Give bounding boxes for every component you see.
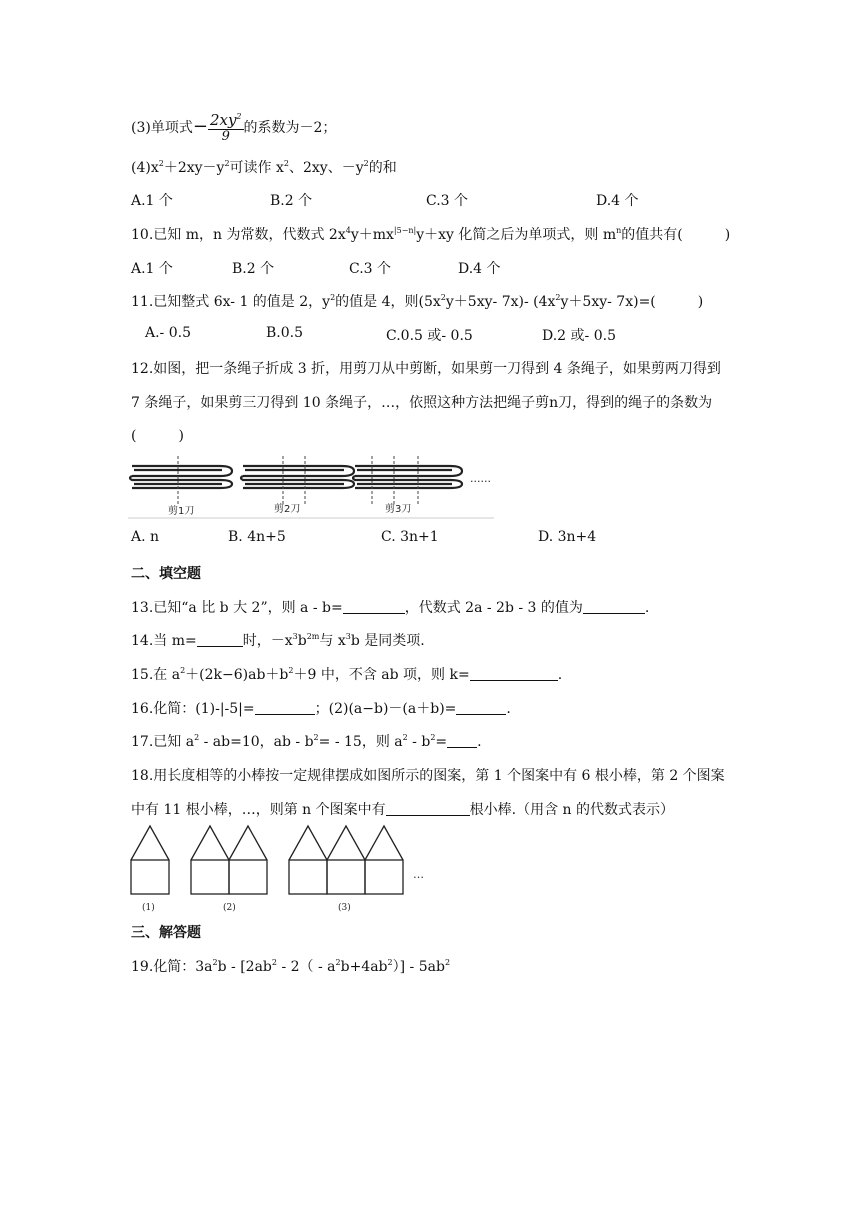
item-4-text: 、2xy、－y bbox=[289, 160, 364, 176]
q18-line-2 bbox=[131, 799, 674, 819]
option-c: C.3 个 bbox=[349, 261, 392, 277]
option-a: A.1 个 bbox=[131, 261, 173, 277]
q17-text: = - 15，则 a bbox=[318, 734, 403, 750]
exp: 3 bbox=[345, 632, 351, 641]
answer-blank[interactable] bbox=[583, 599, 645, 614]
fig-label-3: 剪3刀 bbox=[385, 504, 412, 515]
answer-blank[interactable] bbox=[456, 700, 506, 715]
exp: 2 bbox=[402, 733, 408, 742]
q15-text: ＋9 中，不含 ab 项，则 k= bbox=[293, 667, 470, 683]
question-16 bbox=[131, 698, 511, 718]
exp: 2 bbox=[180, 666, 186, 675]
exp: 4 bbox=[345, 226, 351, 235]
q19-text: ）] - 5ab bbox=[392, 959, 445, 975]
item-4-text: 可读作 x bbox=[229, 160, 284, 176]
exp: 2 bbox=[313, 733, 319, 742]
option-b: B.2 个 bbox=[232, 261, 275, 277]
q13-text: . bbox=[644, 600, 650, 616]
item-4-text: 的和 bbox=[368, 160, 397, 176]
exp: 2 bbox=[224, 159, 230, 168]
q12-line-3: ( ) bbox=[131, 428, 184, 444]
q11-text: y＋5xy- 7x)=( ) bbox=[560, 294, 704, 310]
option-d: D. 3n+4 bbox=[538, 529, 597, 545]
item-4-line bbox=[131, 157, 397, 177]
exp: 2 bbox=[444, 958, 451, 967]
option-d: D.4 个 bbox=[458, 261, 501, 277]
exp: 2 bbox=[440, 293, 446, 302]
item-4-text: ＋2xy－y bbox=[163, 160, 225, 176]
q14-text: b bbox=[297, 633, 307, 649]
q15-text: 15.在 a bbox=[131, 667, 181, 683]
rope-2 bbox=[241, 466, 354, 488]
question-15 bbox=[131, 664, 562, 684]
q18-text: 中有 11 根小棒，…，则第 n 个图案中有 bbox=[131, 802, 386, 818]
q11-text: 的值是 4，则(5x bbox=[335, 294, 441, 310]
q17-text: - ab=10，ab - b bbox=[199, 734, 314, 750]
exp: 2 bbox=[363, 159, 369, 168]
item-3-text-a: (3)单项式 bbox=[131, 119, 193, 136]
fig-label-1: 剪1刀 bbox=[168, 506, 195, 517]
exp: 2 bbox=[335, 958, 341, 967]
option-d: D.4 个 bbox=[596, 193, 639, 209]
exp: 2 bbox=[330, 293, 336, 302]
rope-cutting-figure bbox=[128, 452, 496, 522]
q16-text: ；(2)(a−b)－(a＋b)= bbox=[314, 701, 457, 717]
exp: 2m bbox=[306, 632, 320, 641]
q16-text: . bbox=[506, 701, 511, 717]
q15-text: . bbox=[557, 667, 563, 683]
option-c: C.3 个 bbox=[426, 193, 469, 209]
exp: 2 bbox=[158, 159, 164, 168]
fig-label-1: (1) bbox=[142, 903, 155, 913]
answer-blank[interactable] bbox=[470, 666, 558, 681]
exp: 2 bbox=[430, 733, 436, 742]
exp: 2 bbox=[271, 958, 277, 967]
fig-label-3: (3) bbox=[338, 903, 351, 913]
answer-blank[interactable] bbox=[386, 801, 470, 816]
q14-text: 与 x bbox=[319, 633, 346, 649]
exp: 2 bbox=[194, 733, 200, 742]
rope-1 bbox=[130, 466, 232, 488]
rope-3 bbox=[353, 466, 462, 488]
item-4-text: (4)x bbox=[131, 160, 159, 176]
fig-label-2: 剪2刀 bbox=[274, 504, 301, 515]
q10-text: 10.已知 m，n 为常数，代数式 2x bbox=[131, 227, 346, 243]
option-d: D.2 或- 0.5 bbox=[542, 328, 616, 344]
q18-text: 根小棒.（用含 n 的代数式表示） bbox=[469, 802, 675, 818]
q17-text: 17.已知 a bbox=[131, 734, 195, 750]
fraction-numerator: 2xy bbox=[209, 111, 237, 129]
q19-text: 19.化简：3a bbox=[131, 959, 213, 975]
section-3-heading: 三、解答题 bbox=[131, 925, 201, 941]
q10-text: y＋xy 化简之后为单项式，则 m bbox=[416, 227, 617, 243]
pattern-3-house bbox=[289, 826, 403, 894]
option-b: B. 4n+5 bbox=[228, 529, 286, 545]
fig-label-2: (2) bbox=[223, 903, 236, 913]
q14-text: 14.当 m= bbox=[131, 633, 197, 649]
pattern-2-house bbox=[191, 826, 267, 894]
item-3-line: (3)单项式− $\frac{2xy^2}{9}$ 的系数为－2； bbox=[131, 111, 337, 144]
q13-text: 13.已知“a 比 b 大 2”，则 a - b= bbox=[131, 600, 343, 616]
exp: |5−n| bbox=[393, 226, 417, 235]
option-c: C. 3n+1 bbox=[381, 529, 439, 545]
q19-text: - 2（ - a bbox=[277, 959, 336, 975]
q12-line-2: 7 条绳子，如果剪三刀得到 10 条绳子，…，依照这种方法把绳子剪n刀，得到的绳子的条数为 bbox=[131, 395, 713, 411]
q14-text: b 是同类项. bbox=[350, 633, 425, 649]
option-a: A. n bbox=[131, 529, 160, 545]
q13-text: ，代数式 2a - 2b - 3 的值为 bbox=[404, 600, 583, 616]
stick-pattern-figure bbox=[126, 822, 436, 914]
fraction-denominator: 9 bbox=[221, 128, 230, 144]
q15-text: ＋(2k−6)ab＋b bbox=[185, 667, 289, 683]
exp: 2 bbox=[283, 159, 289, 168]
item-3-text-b: 的系数为－2； bbox=[243, 119, 337, 136]
option-a: A.1 个 bbox=[131, 193, 173, 209]
section-2-heading: 二、填空题 bbox=[131, 566, 201, 582]
exp: 2 bbox=[387, 958, 393, 967]
q10-text: 的值共有( ) bbox=[621, 227, 731, 243]
question-10 bbox=[131, 224, 730, 244]
option-c: C.0.5 或- 0.5 bbox=[386, 328, 473, 344]
question-14 bbox=[131, 630, 425, 650]
exp: 2 bbox=[212, 958, 218, 967]
exp: 2 bbox=[288, 666, 294, 675]
answer-blank[interactable] bbox=[255, 700, 315, 715]
q11-text: y＋5xy- 7x)- (4x bbox=[445, 294, 556, 310]
q16-text: 16.化简：(1)-|-5|= bbox=[131, 701, 255, 717]
option-a: A.- 0.5 bbox=[145, 325, 192, 341]
question-19 bbox=[131, 956, 450, 976]
exp: 3 bbox=[292, 632, 298, 641]
answer-blank[interactable] bbox=[343, 599, 405, 614]
question-17 bbox=[131, 731, 482, 751]
option-b: B.0.5 bbox=[266, 325, 304, 341]
exp: n bbox=[616, 226, 622, 235]
exp: 2 bbox=[555, 293, 561, 302]
q17-text: - b bbox=[407, 734, 431, 750]
q17-text: . bbox=[477, 734, 482, 750]
q19-text: b - [2ab bbox=[217, 959, 272, 975]
q10-text: y＋mx bbox=[350, 227, 394, 243]
question-11 bbox=[131, 291, 703, 311]
pattern-1-house bbox=[131, 826, 169, 894]
q19-text: b+4ab bbox=[340, 959, 388, 975]
fig-ellipsis: ...... bbox=[470, 472, 491, 485]
answer-blank[interactable] bbox=[447, 733, 477, 748]
option-b: B.2 个 bbox=[270, 193, 313, 209]
q17-text: = bbox=[435, 734, 448, 750]
q18-line-1: 18.用长度相等的小棒按一定规律摆成如图所示的图案，第 1 个图案中有 6 根小棒，第 2 个图案 bbox=[131, 768, 725, 784]
coefficient-fraction bbox=[208, 112, 244, 144]
q12-line-1: 12.如图，把一条绳子折成 3 折，用剪刀从中剪断，如果剪一刀得到 4 条绳子，如果剪两刀得到 bbox=[131, 361, 721, 377]
fraction-numerator-exp: 2 bbox=[236, 112, 242, 121]
answer-blank[interactable] bbox=[197, 632, 243, 647]
question-13 bbox=[131, 597, 649, 617]
q11-text: 11.已知整式 6x- 1 的值是 2，y bbox=[131, 294, 331, 310]
fig-ellipsis: … bbox=[413, 868, 424, 881]
q14-text: 时，－x bbox=[242, 633, 293, 649]
